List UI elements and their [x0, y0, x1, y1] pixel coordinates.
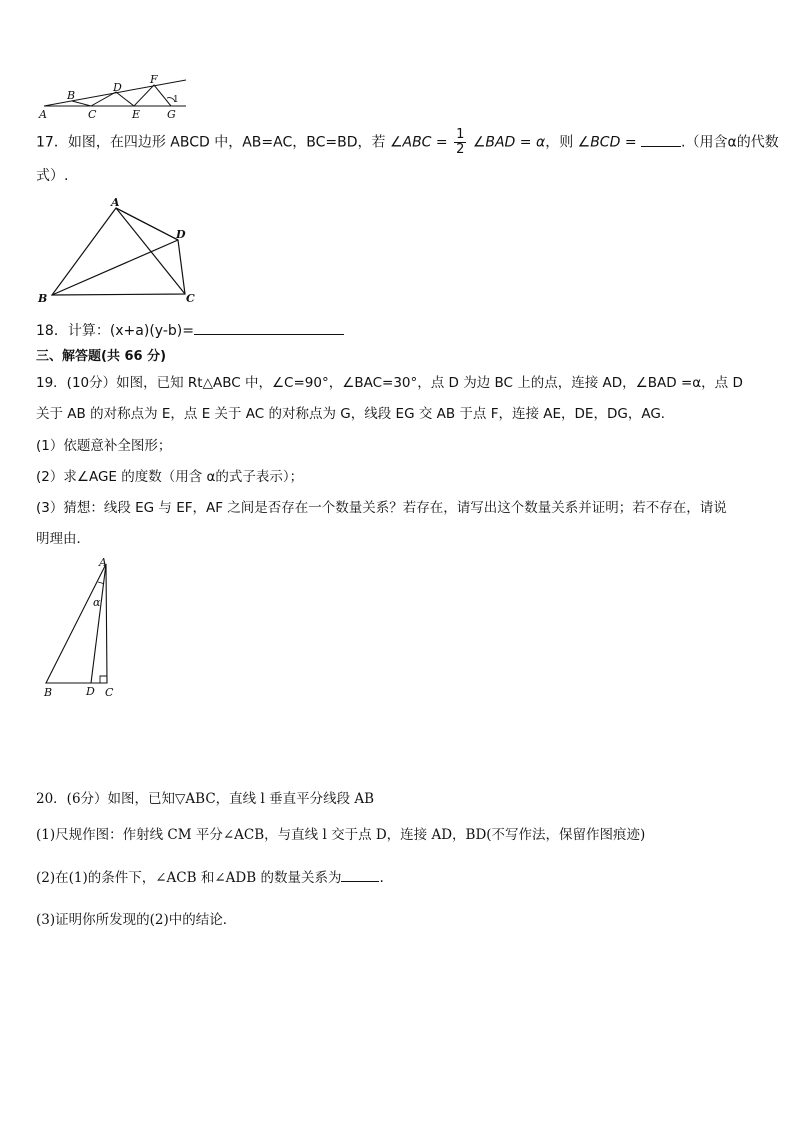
label-C: C [186, 292, 195, 305]
q18-answer-blank[interactable] [194, 322, 344, 335]
label-D: D [86, 685, 95, 698]
q17-angle-bad: ∠BAD = α [472, 134, 546, 151]
q17-frac-den: 2 [456, 142, 465, 157]
q17-angle-abc: ∠ABC = [389, 134, 448, 151]
label-E: E [132, 108, 141, 120]
figure-19 [36, 554, 126, 708]
question-19-line2: 关于 AB 的对称点为 E，点 E 关于 AC 的对称点为 G，线段 EG 交 AB 于点 F，连接 AE，DE，DG，AG． [36, 406, 675, 422]
figure-17 [36, 196, 206, 308]
q17-then: ，则 [545, 134, 574, 151]
q17-lead: 17．如图，在四边形 ABCD 中，AB=AC，BC=BD，若 [36, 134, 386, 151]
label-D: D [113, 81, 122, 94]
question-20-line1: 20．(6分）如图，已知▽ABC，直线 l 垂直平分线段 AB [36, 791, 375, 807]
question-20-sub3: (3)证明你所发现的(2)中的结论． [36, 912, 237, 928]
question-19-sub3-line2: 明理由． [36, 531, 90, 547]
question-20-sub2 [36, 869, 384, 887]
q17-angle-bcd: ∠BCD = [577, 134, 637, 151]
question-19-sub3-line1: (3）猜想：线段 EG 与 EF，AF 之间是否存在一个数量关系？若存在，请写出这个数量关系并证明；若不存在，请说 [36, 500, 727, 516]
label-1: 1 [173, 95, 179, 105]
q18-text: 18．计算：(x+a)(y-b)= [36, 323, 194, 339]
label-F: F [150, 73, 158, 86]
label-D: D [176, 228, 186, 241]
q20-answer-blank[interactable] [341, 869, 379, 882]
q20-sub2-lead: (2)在(1)的条件下，∠ACB 和∠ADB 的数量关系为 [36, 870, 342, 886]
label-B: B [38, 292, 48, 305]
label-B: B [44, 686, 53, 699]
label-alpha: α [93, 596, 101, 609]
question-20-sub1: (1)尺规作图：作射线 CM 平分∠ACB，与直线 l 交于点 D，连接 AD，BD(不写作法，保留作图痕迹) [36, 827, 646, 843]
q17-tail: .（用含α的代数 [681, 134, 779, 151]
label-A: A [99, 556, 107, 569]
q17-frac-num: 1 [456, 127, 465, 142]
label-G: G [167, 108, 176, 120]
question-19-line1: 19．(10分）如图，已知 Rt△ABC 中，∠C=90°，∠BAC=30°，点 D 为边 BC 上的点，连接 AD，∠BAD =α，点 D [36, 375, 743, 391]
question-19-sub1: (1）依题意补全图形； [36, 438, 172, 454]
section-heading: 三、解答题(共 66 分) [36, 349, 167, 364]
label-B: B [67, 89, 76, 102]
q17-answer-blank[interactable] [641, 134, 681, 147]
label-C: C [88, 108, 97, 120]
question-17 [36, 128, 779, 157]
top-partial-figure [36, 72, 196, 120]
label-C: C [105, 686, 114, 699]
q17-fraction [454, 128, 466, 157]
question-19-sub2: (2）求∠AGE 的度数（用含 α的式子表示）； [36, 469, 304, 485]
question-17-line2: 式）. [36, 168, 69, 184]
label-A: A [111, 196, 120, 209]
question-18 [36, 322, 344, 340]
label-A: A [39, 108, 47, 120]
q20-sub2-tail: . [379, 870, 384, 886]
